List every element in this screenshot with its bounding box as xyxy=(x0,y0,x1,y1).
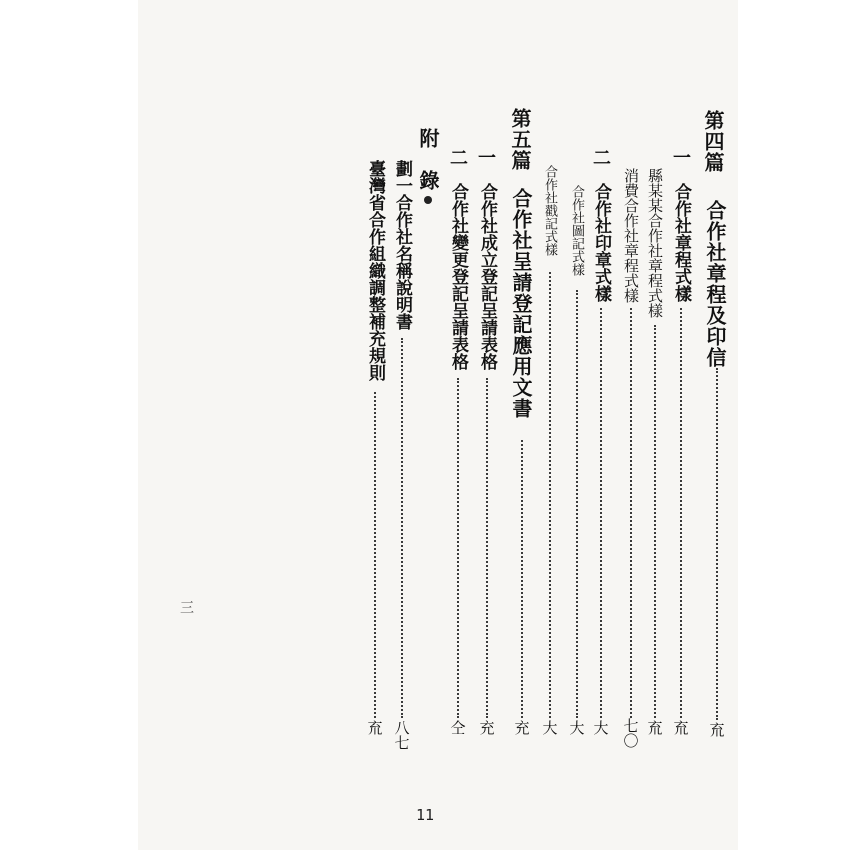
appendix-label-2: 錄 xyxy=(416,170,440,191)
page-ref: 七〇 xyxy=(621,718,640,748)
leader-dots xyxy=(576,290,578,718)
section-title: 合作社印章式樣 xyxy=(591,183,611,302)
page-ref: 㐬 xyxy=(645,720,664,735)
part-5-label: 第五篇 xyxy=(508,108,532,171)
leader-dots xyxy=(549,272,551,718)
section-number: 二 xyxy=(447,148,468,166)
appendix-item-title: 臺灣省合作組織調整補充規則 xyxy=(365,160,385,381)
leader-dots xyxy=(630,308,632,718)
section-title: 合作社章程式樣 xyxy=(671,183,691,302)
page-ref: 仝 xyxy=(448,720,467,735)
page-ref: 㐬 xyxy=(707,722,726,737)
subsection-title: 縣某某合作社章程式樣 xyxy=(646,168,664,318)
part-4-title: 合作社章程及印信 xyxy=(703,200,727,368)
folio-number: 三 xyxy=(178,600,194,614)
leader-dots xyxy=(457,378,459,718)
page-ref: 大 xyxy=(567,720,586,735)
section-number: 一 xyxy=(670,148,691,166)
leader-dots xyxy=(600,308,602,718)
appendix-item-title: 劃一合作社名稱說明書 xyxy=(392,160,412,330)
subsection-title: 消費合作社章程式樣 xyxy=(622,168,640,303)
page-ref: 㐬 xyxy=(365,720,384,735)
subsection-title: 合作社戳記式樣 xyxy=(542,165,557,256)
page-ref: 八七 xyxy=(392,720,411,750)
page-ref: 充 xyxy=(477,720,496,735)
section-number: 一 xyxy=(475,148,496,166)
page-number: 11 xyxy=(415,806,435,824)
leader-dots xyxy=(654,325,656,718)
subsection-title: 合作社圖記式樣 xyxy=(569,185,584,276)
leader-dots xyxy=(716,368,718,720)
section-title: 合作社變更登記呈請表格 xyxy=(448,183,468,370)
leader-dots xyxy=(374,392,376,718)
page-ref: 大 xyxy=(591,720,610,735)
part-4-label: 第四篇 xyxy=(701,110,725,173)
section-number: 二 xyxy=(590,148,611,166)
appendix-dot-icon xyxy=(424,196,432,204)
leader-dots xyxy=(401,338,403,718)
book-page xyxy=(138,0,738,850)
leader-dots xyxy=(521,440,523,718)
page-ref: 㐬 xyxy=(671,720,690,735)
page-ref: 充 xyxy=(512,720,531,735)
section-title: 合作社成立登記呈請表格 xyxy=(477,183,497,370)
leader-dots xyxy=(486,378,488,718)
part-5-title: 合作社呈請登記應用文書 xyxy=(509,188,533,419)
appendix-label: 附 xyxy=(416,128,440,149)
page-ref: 大 xyxy=(540,720,559,735)
leader-dots xyxy=(680,308,682,718)
